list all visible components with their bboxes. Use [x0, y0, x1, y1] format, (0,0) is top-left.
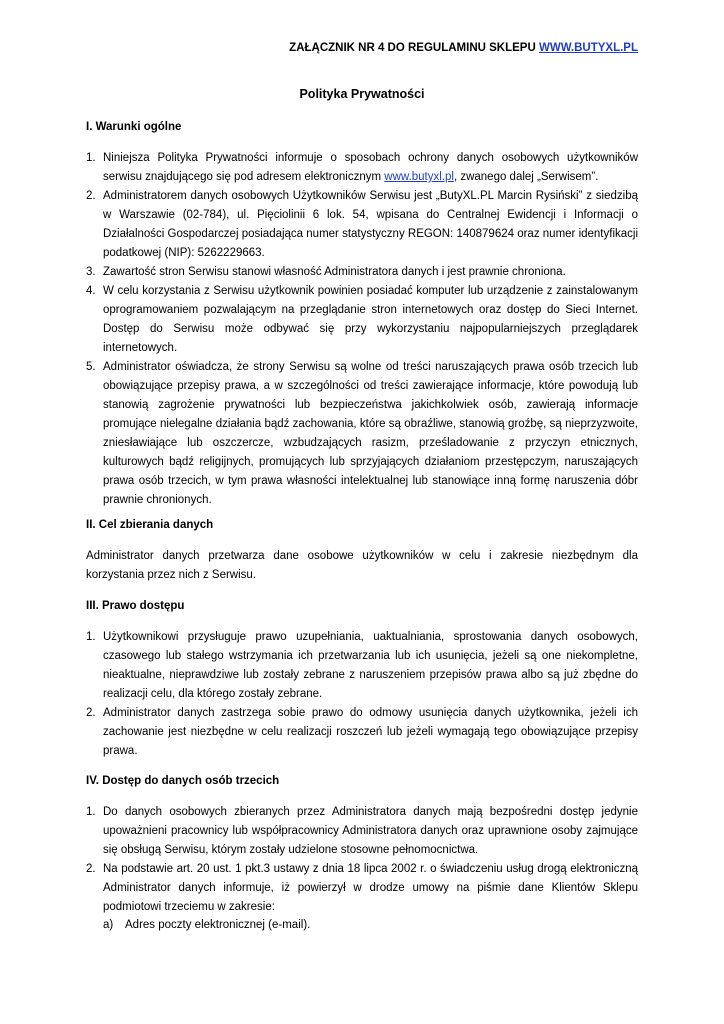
item-text: Administratorem danych osobowych Użytkowników Serwisu jest „ButyXL.PL Marcin Rysiński” z siedzibą w Warszawie (02-784), ul. Pięciolinii 6 lok. 54, wpisana do Centralnej Ewidencji i Informacji o Działalności Gospodarczej posiadająca numer statystyczny REGON: 140879624 oraz numer identyfikacji podatkowej (NIP): 5262229663. [103, 190, 639, 259]
item-number: 2. [86, 707, 96, 719]
item-text: Na podstawie art. 20 ust. 1 pkt.3 ustawy z dnia 18 lipca 2002 r. o świadczeniu usług drogą elektroniczną Administrator danych informuje, iż powierzył w drodze umowy na piśmie dane Klientów Sklepu podmiotowi trzeciemu w zakresie: [103, 863, 638, 913]
section-heading-third-party-access: IV. Dostęp do danych osób trzecich [86, 775, 280, 787]
list-item [86, 187, 638, 263]
item-number: 1. [86, 631, 96, 643]
document-header [289, 42, 638, 54]
sub-item-label: a) [103, 919, 114, 931]
item-number: 1. [86, 806, 96, 818]
list-item [86, 704, 638, 761]
site-address-link[interactable]: www.butyxl.pl [384, 171, 454, 183]
header-text: ZAŁĄCZNIK NR 4 DO REGULAMINU SKLEPU [289, 42, 539, 54]
item-number: 2. [86, 863, 96, 875]
section-heading-general-terms: I. Warunki ogólne [86, 121, 182, 133]
section-heading-access-right: III. Prawo dostępu [86, 600, 185, 612]
item-text: Administrator oświadcza, że strony Serwisu są wolne od treści naruszających prawa osób trzecich lub obowiązujące przepisy prawa, a w szczególności od treści zawierające informacje, które powodują lub stanowią zagrożenie prywatności lub bezpieczeństwa jakichkolwiek osób, zawierają informacje promujące nielegalne działania bądź zachowania, które są obraźliwe, stanowią groźbę, są nieprzyzwoite, zniesławiające lub oszczercze, wzbudzających rasizm, prześladowanie z przyczyn etnicznych, kulturowych bądź religijnych, promujących lub sprzyjających działaniom przestępczym, naruszających prawa osób trzecich, w tym prawa własności intelektualnej lub stanowiące inną formę naruszenia dóbr prawnie chronionych. [103, 361, 638, 506]
item-text-suffix: , zwanego dalej „Serwisem”. [453, 171, 599, 183]
list-item [86, 628, 638, 704]
item-text: W celu korzystania z Serwisu użytkownik powinien posiadać komputer lub urządzenie z zainstalowanym oprogramowaniem pozwalającym na przeglądanie stron internetowych oraz dostęp do Sieci Internet. Dostęp do Serwisu może odbywać się przy wykorzystaniu najpopularniejszych przeglądarek internetowych. [103, 285, 638, 354]
item-text: Użytkownikowi przysługuje prawo uzupełniania, uaktualniania, sprostowania danych osobowych, czasowego lub stałego wstrzymania ich przetwarzania lub ich usunięcia, jeżeli są one niekompletne, nieaktualne, nieprawdziwe lub zostały zebrane z naruszeniem przepisów prawa albo są już zbędne do realizacji celu, dla którego zostały zebrane. [103, 631, 638, 700]
access-right-list [86, 628, 638, 761]
general-terms-list [86, 149, 638, 510]
document-title: Polityka Prywatności [299, 87, 425, 101]
item-number: 5. [86, 361, 96, 373]
section-heading-purpose: II. Cel zbierania danych [86, 519, 214, 531]
sub-list-item [103, 916, 310, 935]
list-item [86, 263, 638, 282]
item-number: 1. [86, 152, 96, 164]
header-shop-link[interactable]: WWW.BUTYXL.PL [538, 42, 638, 54]
item-text: Do danych osobowych zbieranych przez Administratora danych mają bezpośredni dostęp jedynie upoważnieni pracownicy lub współpracownicy Administratora danych oraz uprawnione osoby zajmujące się obsługą Serwisu, którym zostały udzielone stosowne pełnomocnictwa. [103, 806, 638, 856]
sub-item-text: Adres poczty elektronicznej (e-mail). [125, 919, 311, 931]
purpose-paragraph: Administrator danych przetwarza dane osobowe użytkowników w celu i zakresie niezbędnym dla korzystania przez nich z Serwisu. [86, 550, 638, 581]
item-number: 4. [86, 285, 96, 297]
item-text: Niniejsza Polityka Prywatności informuje o sposobach ochrony danych osobowych użytkowników serwisu znajdującego się pod adresem elektronicznym [103, 152, 638, 183]
third-party-access-list [86, 803, 638, 917]
list-item [86, 358, 638, 510]
list-item [86, 282, 638, 358]
list-item [86, 860, 638, 917]
list-item [86, 149, 638, 187]
list-item [86, 803, 638, 860]
item-text: Zawartość stron Serwisu stanowi własność Administratora danych i jest prawnie chroniona. [103, 266, 566, 278]
item-number: 3. [86, 266, 96, 278]
item-text: Administrator danych zastrzega sobie prawo do odmowy usunięcia danych użytkownika, jeżeli ich zachowanie jest niezbędne w celu realizacji roszczeń lub jeżeli wymagają tego obowiązujące przepisy prawa. [103, 707, 638, 757]
item-number: 2. [86, 190, 96, 202]
